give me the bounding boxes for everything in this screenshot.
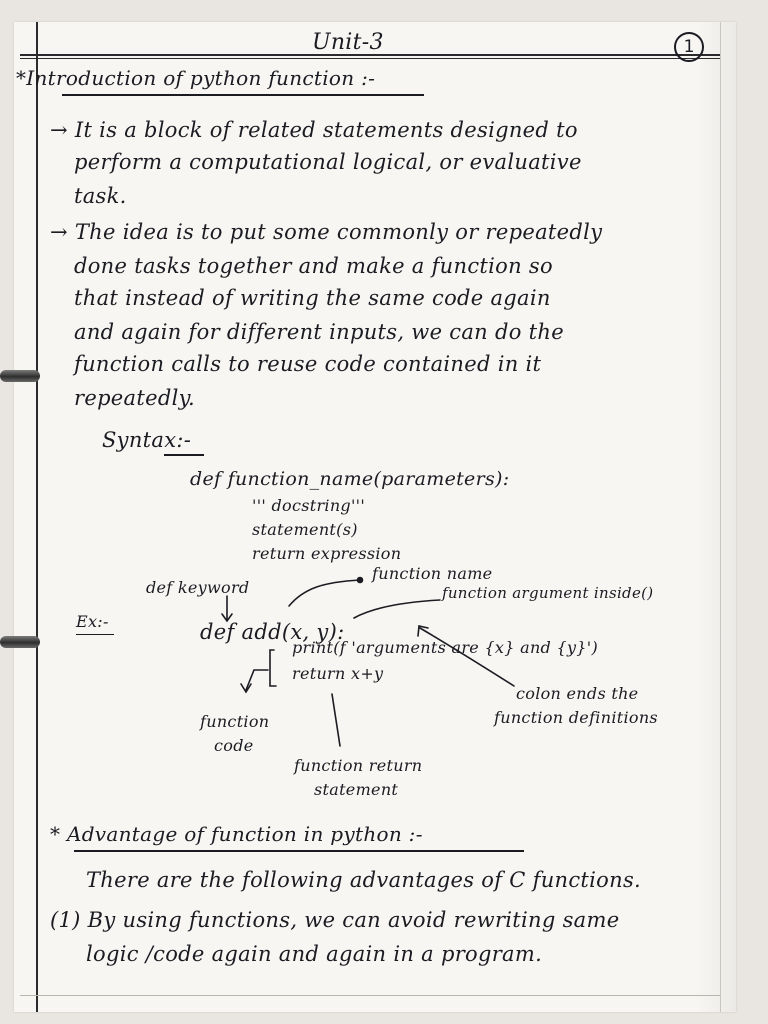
para1-line3: task. (74, 184, 127, 208)
return-note-line2: statement (314, 780, 399, 799)
function-name-arrow-dot (358, 578, 363, 583)
para2-line6: repeatedly. (74, 386, 195, 410)
example-code-line3: return x+y (292, 664, 384, 683)
syntax-line4: return expression (252, 544, 402, 563)
para1-line1: → It is a block of related statements designed to (50, 118, 578, 142)
syntax-line3: statement(s) (252, 520, 358, 539)
function-name-note: function name (372, 564, 493, 583)
para1-line2: perform a computational logical, or evaluative (74, 150, 582, 174)
advantage-point1-line2: logic /code again and again in a program. (86, 942, 543, 966)
advantage-point1-line1: (1) By using functions, we can avoid rewriting same (50, 908, 620, 932)
advantage-heading-underline (74, 850, 524, 852)
unit-title: Unit-3 (312, 30, 384, 55)
para2-line5: function calls to reuse code contained in it (74, 352, 542, 376)
binder-ring-bottom (0, 636, 40, 648)
syntax-label: Syntax:- (102, 428, 192, 452)
function-code-note-line2: code (214, 736, 254, 755)
function-argument-note: function argument inside() (442, 584, 654, 602)
para2-line1: → The idea is to put some commonly or repeatedly (50, 220, 603, 244)
function-name-arrow (289, 580, 360, 606)
notebook-page (14, 22, 736, 1012)
colon-note-line2: function definitions (494, 708, 658, 727)
example-code-line1: def add(x, y): (200, 620, 345, 644)
example-label: Ex:- (76, 612, 109, 631)
return-note-line1: function return (294, 756, 423, 775)
para2-line2: done tasks together and make a function so (74, 254, 553, 278)
syntax-line1: def function_name(parameters): (190, 468, 510, 490)
function-code-note-line1: function (200, 712, 270, 731)
return-arrow-line (332, 694, 340, 746)
annotation-arrows (14, 22, 736, 1012)
para2-line3: that instead of writing the same code again (74, 286, 551, 310)
code-bracket (270, 650, 276, 686)
page-number-badge: 1 (674, 32, 704, 62)
colon-arrow (420, 628, 514, 686)
def-keyword-note: def keyword (146, 578, 250, 597)
colon-note-line1: colon ends the (516, 684, 639, 703)
binder-ring-top (0, 370, 40, 382)
para2-line4: and again for different inputs, we can do the (74, 320, 564, 344)
argument-arrow (354, 600, 440, 618)
advantage-intro: There are the following advantages of C functions. (86, 868, 642, 892)
example-code-line2: print(f 'arguments are {x} and {y}') (292, 638, 599, 657)
section-heading-advantage: * Advantage of function in python :- (50, 822, 423, 846)
section-heading-introduction: *Introduction of python function :- (16, 66, 376, 90)
syntax-line2: ''' docstring''' (252, 496, 366, 515)
